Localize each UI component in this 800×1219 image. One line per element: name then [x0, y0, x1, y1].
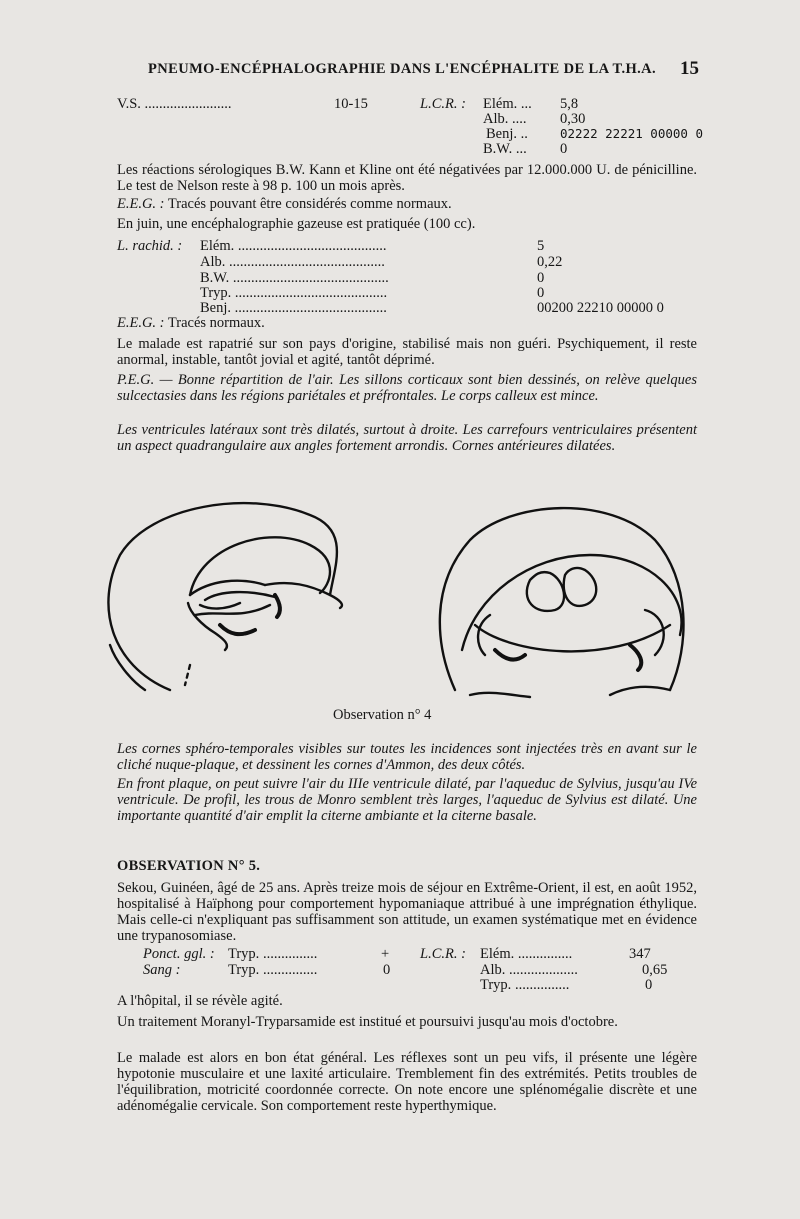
lrachid-row: Tryp. .......................................... — [200, 285, 388, 301]
paragraph: P.E.G. — Bonne répartition de l'air. Les sillons corticaux sont bien dessinés, on relève quelques sulcectasies dans les régions pariétales et préfrontales. Le corps calleux est mince. — [117, 372, 697, 404]
lrachid-value: 0 — [537, 270, 545, 286]
lcr-value: 5,8 — [560, 96, 579, 112]
lcr-row: B.W. ... — [483, 141, 527, 157]
sang-row: Tryp. ............... — [228, 962, 318, 978]
lrachid-value: 5 — [537, 238, 545, 254]
paragraph: Le malade est rapatrié sur son pays d'origine, stabilisé mais non guéri. Psychiquement, il reste anormal, instable, tantôt jovial et agité, tantôt déprimé. — [117, 336, 697, 368]
eeg-line: E.E.G. : Tracés normaux. — [117, 315, 265, 331]
figure-caption: Observation n° 4 — [333, 707, 432, 723]
lcr-value: 0,65 — [642, 962, 668, 978]
sang-label: Sang : — [143, 962, 181, 978]
lcr-row: Benj. .. — [486, 126, 528, 142]
encephalogram-figure — [90, 485, 700, 705]
lcr-value: 347 — [629, 946, 651, 962]
lcr-value: 0 — [645, 977, 653, 993]
paragraph: Le malade est alors en bon état général. Les réflexes sont un peu vifs, il présente une légère hypotonie musculaire et une laxité articulaire. Tremblement fin des extrémités. Petits troubles de l'équilibration, motricité coordonnée correcte. On note encore une splénomégalie discrète et une adénomégalie cervicale. Son comportement reste hyperthymique. — [117, 1050, 697, 1114]
skull-outline-right — [440, 508, 684, 690]
lcr-row: Tryp. ............... — [480, 977, 570, 993]
sang-value: 0 — [383, 962, 391, 978]
lrachid-value: 00200 22210 00000 0 — [537, 300, 664, 316]
lcr-value: 02222 22221 00000 0 — [560, 126, 703, 141]
lcr-row: Elém. ... — [483, 96, 532, 112]
paragraph: En juin, une encéphalographie gazeuse est pratiquée (100 cc). — [117, 216, 476, 232]
vs-label: V.S. ........................ — [117, 96, 232, 112]
lrachid-value: 0 — [537, 285, 545, 301]
ponct-value: + — [381, 946, 390, 962]
lcr-label: L.C.R. : — [420, 946, 466, 962]
page-number: 15 — [680, 58, 699, 79]
lrachid-label: L. rachid. : — [117, 238, 183, 254]
lcr-value: 0,30 — [560, 111, 586, 127]
paragraph: Sekou, Guinéen, âgé de 25 ans. Après treize mois de séjour en Extrême-Orient, il est, en août 1952, hospitalisé à Haïphong pour comportement hypomaniaque attribué à une imprégnation éthylique. Mais celle-ci n'expliquant pas suffisamment son attitude, un examen systématique met en évidence une trypanosomiase. — [117, 880, 697, 944]
paragraph: A l'hôpital, il se révèle agité. — [117, 993, 283, 1009]
vs-value: 10-15 — [334, 96, 368, 112]
lcr-row: Alb. ................... — [480, 962, 578, 978]
lrachid-row: B.W. ........................................... — [200, 270, 389, 286]
skull-outline-left — [108, 503, 336, 690]
lcr-value: 0 — [560, 141, 568, 157]
running-header: PNEUMO-ENCÉPHALOGRAPHIE DANS L'ENCÉPHALITE DE LA T.H.A. — [148, 61, 657, 77]
lcr-label: L.C.R. : — [420, 96, 466, 112]
lcr-row: Elém. ............... — [480, 946, 573, 962]
lcr-row: Alb. .... — [483, 111, 527, 127]
eeg-line: E.E.G. : Tracés pouvant être considérés comme normaux. — [117, 196, 452, 212]
paragraph: En front plaque, on peut suivre l'air du IIIe ventricule dilaté, par l'aqueduc de Sylvius, jusqu'au IVe ventricule. De profil, les trous de Monro semblent très larges, l'aqueduc de Sylvius est dilaté. Une importante quantité d'air emplit la citerne ambiante et la citerne basale. — [117, 776, 697, 824]
paragraph: Un traitement Moranyl-Tryparsamide est institué et poursuivi jusqu'au mois d'octobre. — [117, 1014, 618, 1030]
ponct-row: Tryp. ............... — [228, 946, 318, 962]
lrachid-row: Elém. ......................................... — [200, 238, 387, 254]
ponct-label: Ponct. ggl. : — [143, 946, 215, 962]
paragraph: Les réactions sérologiques B.W. Kann et Kline ont été négativées par 12.000.000 U. de pénicilline. Le test de Nelson reste à 98 p. 100 un mois après. — [117, 162, 697, 194]
lrachid-row: Alb. ........................................... — [200, 254, 385, 270]
section-heading: OBSERVATION N° 5. — [117, 858, 261, 874]
paragraph: Les cornes sphéro-temporales visibles sur toutes les incidences sont injectées très en avant sur le cliché nuque-plaque, et dessinent les cornes d'Ammon, des deux côtés. — [117, 741, 697, 773]
lrachid-row: Benj. .......................................... — [200, 300, 387, 316]
paragraph: Les ventricules latéraux sont très dilatés, surtout à droite. Les carrefours ventriculaires présentent un aspect quadrangulaire aux angles fortement arrondis. Cornes antérieures dilatées. — [117, 422, 697, 454]
lrachid-value: 0,22 — [537, 254, 563, 270]
